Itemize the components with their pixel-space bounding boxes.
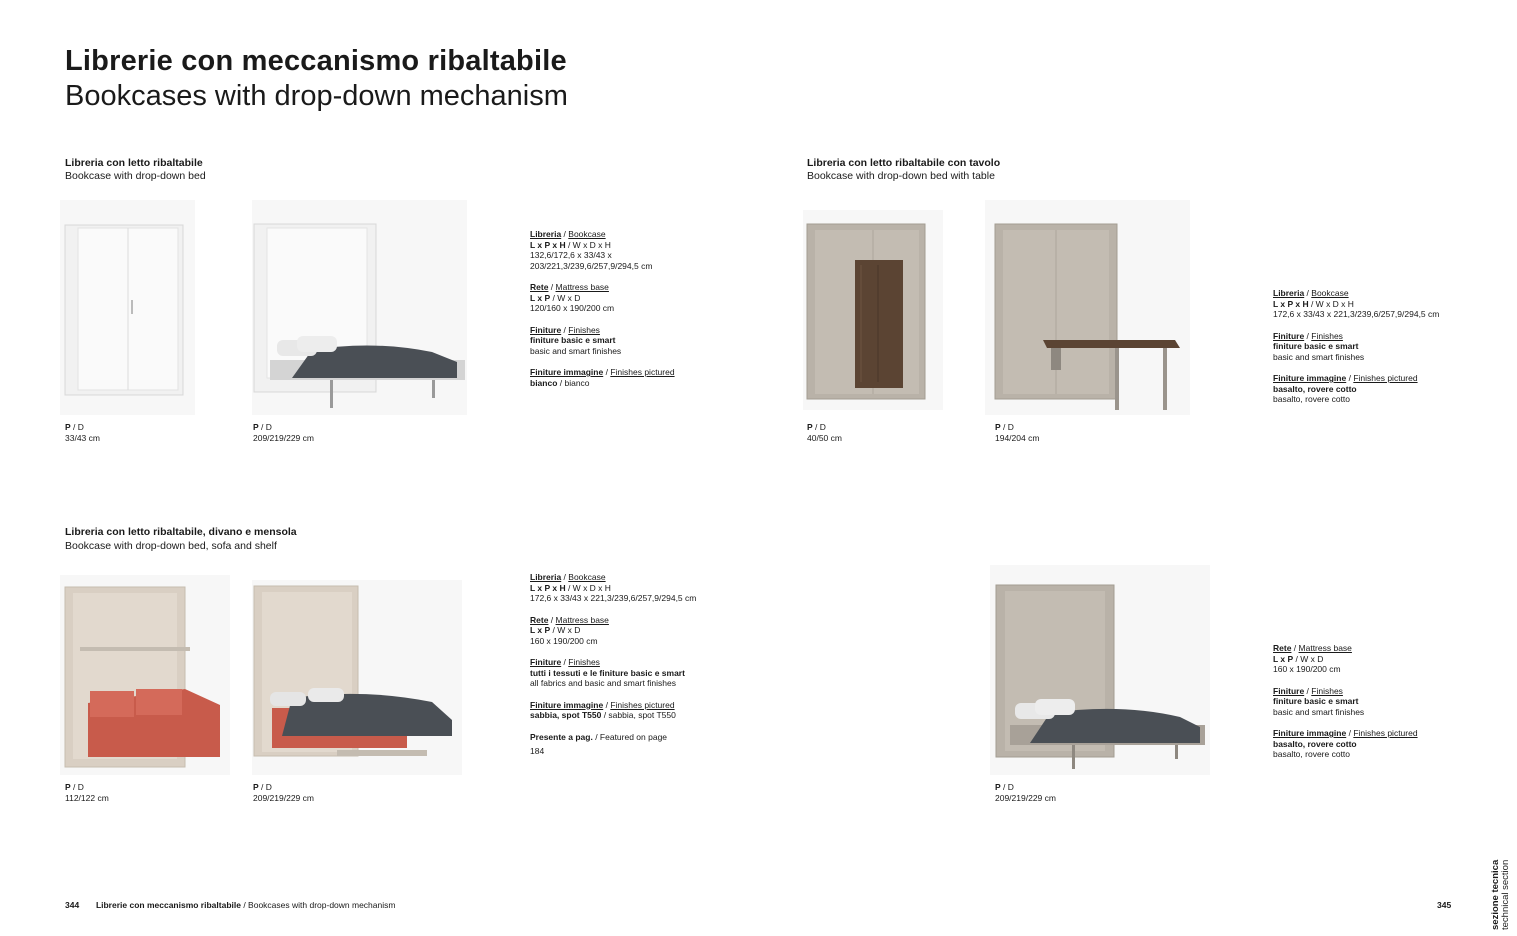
page-number-left: 344 [65, 900, 80, 910]
page-number-right: 345 [1437, 900, 1452, 910]
dim-label-3b: P / D 209/219/229 cm [253, 782, 314, 803]
spec-finishes: Finiture / Finishes finiture basic e smart basic and smart finishes [1273, 685, 1365, 717]
spec-bookcase: Libreria / Bookcase L x P x H / W x D x H 172,6 x 33/43 x 221,3/239,6/257,9/294,5 cm [530, 572, 697, 603]
spec-bookcase: Libreria / Bookcase L x P x H / W x D x H 132,6/172,6 x 33/43 x 203/221,3/239,6/257,9/294,5 cm [530, 229, 653, 271]
spec-block-table [1273, 288, 1513, 416]
section-subtitle-bed: Bookcase with drop-down bed [65, 170, 206, 182]
white-bookcase-closed-image [60, 200, 195, 415]
section-title-sofa: Libreria con letto ribaltabile, divano e mensola [65, 526, 297, 538]
dim-label-1b: P / D 209/219/229 cm [253, 422, 314, 443]
dim-label-1a: P / D 33/43 cm [65, 422, 100, 443]
sand-bookcase-sofa-image [60, 575, 230, 775]
spec-block-bed [530, 229, 770, 399]
taupe-bookcase-open-bed-image [990, 565, 1210, 775]
white-bookcase-open-bed-image [252, 200, 467, 415]
dim-label-2b: P / D 194/204 cm [995, 422, 1040, 443]
page-subtitle: Bookcases with drop-down mechanism [65, 80, 568, 112]
footer-title-it: Librerie con meccanismo ribaltabile [95, 900, 241, 910]
side-section-label: sezione tecnica technical section [1490, 859, 1511, 930]
spec-finishes: Finiture / Finishes finiture basic e smart basic and smart finishes [1273, 330, 1365, 362]
spec-finishes-pictured: Finiture immagine / Finishes pictured basalto, rovere cotto basalto, rovere cotto [1273, 728, 1418, 759]
spec-block-sofa [530, 572, 770, 768]
spec-mattress-base: Rete / Mattress base L x P / W x D 160 x 190/200 cm [530, 614, 609, 646]
dim-label-3a: P / D 112/122 cm [65, 782, 109, 803]
dim-label-2a: P / D 40/50 cm [807, 422, 842, 443]
sand-bookcase-sofa-bed-open-image [252, 580, 462, 775]
section-title-table: Libreria con letto ribaltabile con tavolo [807, 157, 1001, 169]
dim-label-4: P / D 209/219/229 cm [995, 782, 1056, 803]
spec-finishes: Finiture / Finishes finiture basic e smart basic and smart finishes [530, 324, 622, 356]
section-subtitle-table: Bookcase with drop-down bed with table [807, 170, 995, 182]
spec-finishes: Finiture / Finishes tutti i tessuti e le finiture basic e smart all fabrics and basic and smart finishes [530, 657, 685, 688]
spec-finishes-pictured: Finiture immagine / Finishes pictured bianco / bianco [530, 367, 675, 388]
spec-featured-page: Presente a pag. / Featured on page 184 [530, 731, 668, 756]
spec-mattress-base: Rete / Mattress base L x P / W x D 160 x 190/200 cm [1273, 643, 1352, 674]
section-title-bed: Libreria con letto ribaltabile [65, 157, 203, 169]
spec-finishes-pictured: Finiture immagine / Finishes pictured sabbia, spot T550 / sabbia, spot T550 [530, 699, 676, 720]
section-subtitle-sofa: Bookcase with drop-down bed, sofa and shelf [65, 540, 277, 552]
footer-title-en: / Bookcases with drop-down mechanism [240, 900, 396, 910]
spec-bookcase: Libreria / Bookcase L x P x H / W x D x H 172,6 x 33/43 x 221,3/239,6/257,9/294,5 cm [1273, 288, 1440, 319]
taupe-bookcase-folded-table-image [803, 210, 943, 410]
taupe-bookcase-open-table-image [985, 200, 1190, 415]
page-title: Librerie con meccanismo ribaltabile [65, 45, 567, 77]
spec-finishes-pictured: Finiture immagine / Finishes pictured basalto, rovere cotto basalto, rovere cotto [1273, 373, 1418, 404]
spec-block-bed-taupe [1273, 643, 1513, 771]
spec-mattress-base: Rete / Mattress base L x P / W x D 120/160 x 190/200 cm [530, 282, 615, 313]
footer-left [65, 900, 395, 910]
